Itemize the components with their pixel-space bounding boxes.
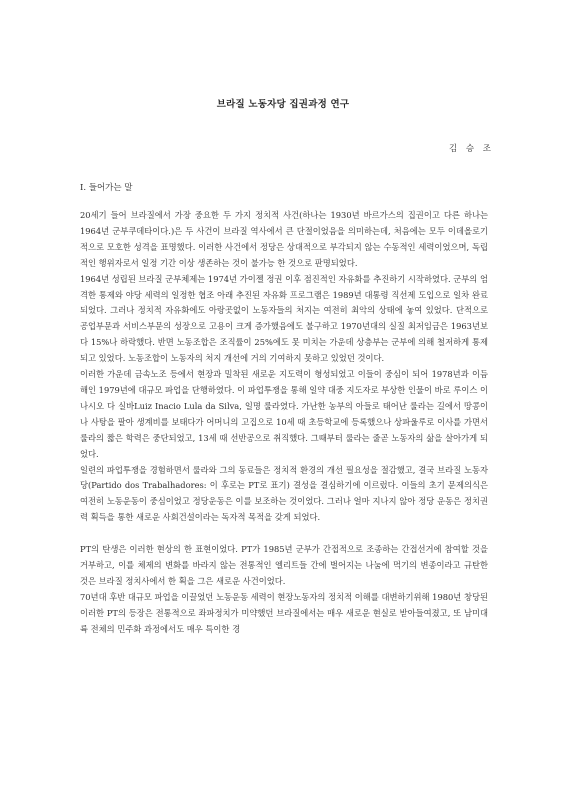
paragraph-spacer xyxy=(80,526,488,542)
paragraph: 일련의 파업투쟁을 경험하면서 룰라와 그의 동료들은 정치적 환경의 개선 필요성을 절감했고, 결국 브라질 노동자당(Partido dos Trabalhadores: 이 후로는 PT로 표기) 결성을 결심하기에 이르렀다. 이들의 초기 문제의식은 여전히 노동운동이 중심이었고 정당운동은 이를 보조하는 것이었다. 그러나 얼마 지나지 않아 정당 운동은 정치권력 획득을 통한 새로운 사회건설이라는 독자적 목적을 갖게 되었다. xyxy=(80,464,488,523)
section-heading: I. 들어가는 말 xyxy=(80,183,133,193)
paragraph: 20세기 들어 브라질에서 가장 중요한 두 가지 정치적 사건(하나는 1930년 바르가스의 집권이고 다른 하나는 1964년 군부쿠데타이다.)은 두 사건이 브라질 역사에서 큰 단절이었음을 의미하는데, 처음에는 모두 이데올로기적으로 모호한 성격을 표명했다. 이러한 사건에서 정당은 상대적으로 부각되지 않는 수동적인 세력이었으며, 독립적인 행위자로서 일정 기간 이상 생존하는 것이 불가능 한 것으로 판명되었다. xyxy=(80,210,488,268)
paragraph: 이러한 가운데 금속노조 등에서 현장과 밀착된 새로운 지도력이 형성되었고 이들이 중심이 되어 1978년과 이듬해인 1979년에 대규모 파업을 단행하였다. 이 파업투쟁을 통해 일약 대중 지도자로 부상한 인물이 바로 루이스 이나시오 다 실바Luiz Inacio Lula da Silva, 일명 룰라였다. 가난한 농부의 아들로 태어난 룰라는 길에서 땅콩이나 사탕을 팔아 생계비를 보태다가 어머니의 고집으로 10세 때 초등학교에 등록했으나 상파울루로 이사를 가면서 룰라의 짧은 학력은 중단되었고, 13세 때 선반공으로 취직했다. 그때부터 룰라는 줄곧 노동자의 삶을 살아가게 되었다. xyxy=(80,369,488,459)
author-name: 김 승 조 xyxy=(448,144,494,154)
document-title: 브라질 노동자당 집권과정 연구 xyxy=(216,99,350,110)
paragraph: 1964년 성립된 브라질 군부체제는 1974년 가이젤 정권 이후 점진적인 자유화를 추진하기 시작하였다. 군부의 엄격한 통제와 야당 세력의 일정한 협조 아래 추진된 자유화 프로그램은 1989년 대통령 직선제 도입으로 일차 완료되었다. 그러나 정치적 자유화에도 아랑곳없이 노동자들의 처지는 여전히 최악의 상태에 놓여 있었다. 단적으로 공업부문과 서비스부문의 성장으로 고용이 크게 증가했음에도 불구하고 1970년대의 실질 최저임금은 1963년보다 15%나 하락했다. 반면 노동조합은 조직률이 25%에도 못 미치는 가운데 상층부는 군부에 의해 철저하게 통제되고 있었다. 노동조합이 노동자의 처지 개선에 거의 기여하지 못하고 있었던 것이다. xyxy=(80,273,488,364)
paragraph: 70년대 후반 대규모 파업을 이끌었던 노동운동 세력이 현장노동자의 정치적 이해를 대변하기위해 1980년 창당된 이러한 PT의 등장은 전통적으로 좌파정치가 미약했던 브라질에서는 매우 새로운 현실로 받아들여졌고, 또 남미대륙 전체의 민주화 과정에서도 매우 특이한 경 xyxy=(80,591,488,634)
paragraph: PT의 탄생은 이러한 현상의 한 표현이었다. PT가 1985년 군부가 간접적으로 조종하는 간접선거에 참여할 것을 거부하고, 이를 체제의 변화를 바라지 않는 전통적인 엘리트들 간에 벌어지는 나눔에 먹기의 변종이라고 규탄한 것은 브라질 정치사에서 한 획을 그은 새로운 사건이었다. xyxy=(80,544,488,586)
document-body xyxy=(80,208,488,638)
